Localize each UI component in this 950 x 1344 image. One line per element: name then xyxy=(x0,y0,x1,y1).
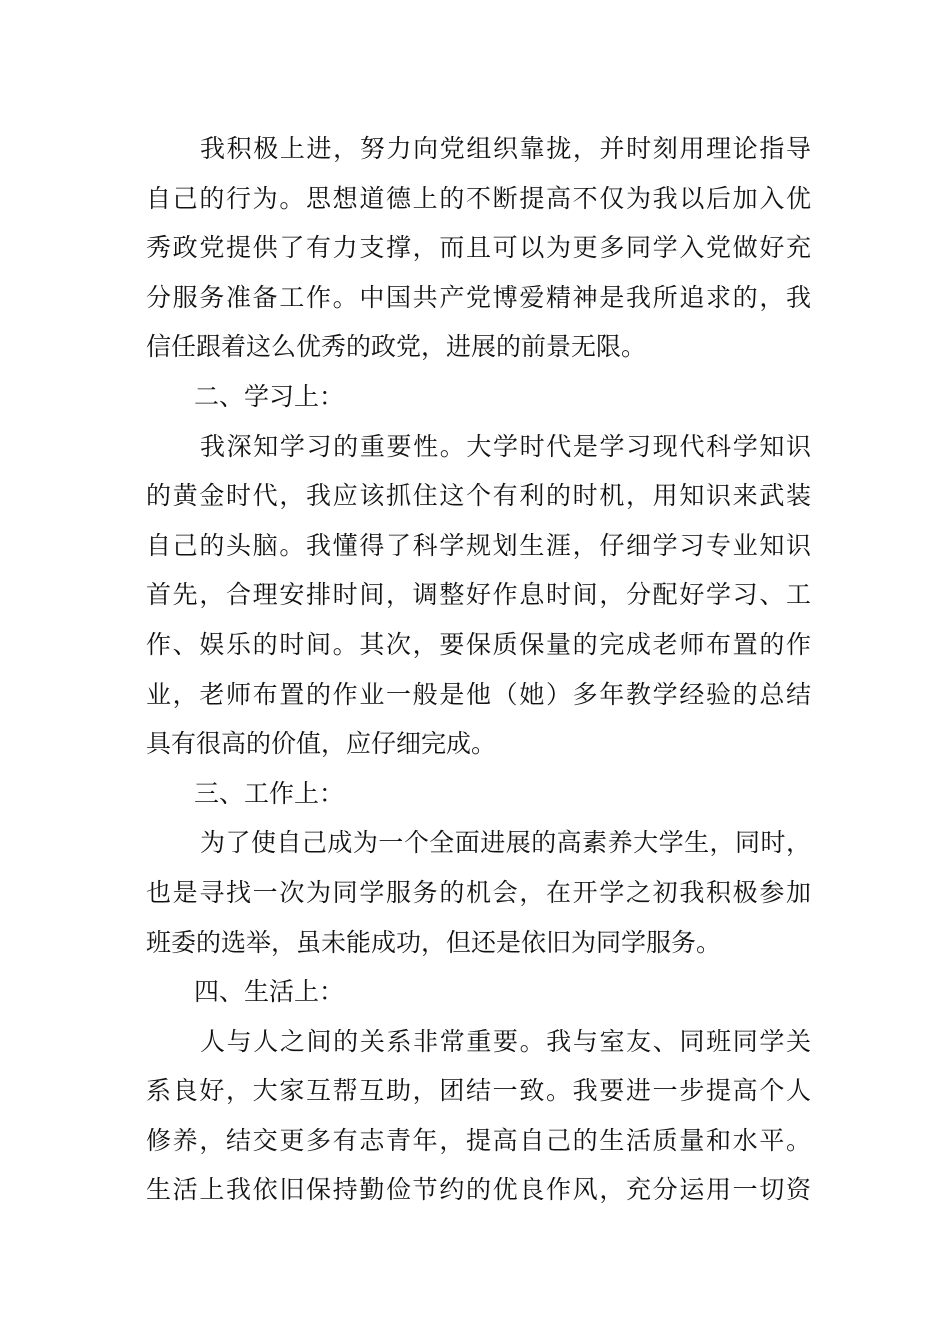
paragraph-line: 班委的选举，虽未能成功，但还是依旧为同学服务。 xyxy=(146,927,722,957)
section-heading-study: 二、学习上： xyxy=(194,381,345,411)
paragraph-line: 作、娱乐的时间。其次，要保质保量的完成老师布置的作 xyxy=(146,629,811,659)
document-page xyxy=(146,124,811,1215)
paragraph-line: 我深知学习的重要性。大学时代是学习现代科学知识 xyxy=(200,431,811,461)
paragraph-line: 秀政党提供了有力支撑，而且可以为更多同学入党做好充 xyxy=(146,233,811,263)
paragraph-line: 修养，结交更多有志青年，提高自己的生活质量和水平。 xyxy=(146,1125,811,1155)
paragraph-line: 信任跟着这么优秀的政党，进展的前景无限。 xyxy=(146,332,647,362)
paragraph-line: 自己的行为。思想道德上的不断提高不仅为我以后加入优 xyxy=(146,183,811,213)
section-heading-work: 三、工作上： xyxy=(194,778,345,808)
paragraph-line: 具有很高的价值，应仔细完成。 xyxy=(146,729,497,759)
paragraph-line: 也是寻找一次为同学服务的机会，在开学之初我积极参加 xyxy=(146,877,811,907)
paragraph-line: 系良好，大家互帮互助，团结一致。我要进一步提高个人 xyxy=(146,1076,811,1106)
paragraph-line: 为了使自己成为一个全面进展的高素养大学生，同时， xyxy=(200,828,811,858)
paragraph-line: 的黄金时代，我应该抓住这个有利的时机，用知识来武装 xyxy=(146,481,811,511)
paragraph-line: 人与人之间的关系非常重要。我与室友、同班同学关 xyxy=(200,1026,811,1056)
section-heading-life: 四、生活上： xyxy=(194,977,345,1007)
paragraph-line: 我积极上进，努力向党组织靠拢，并时刻用理论指导 xyxy=(200,134,811,163)
paragraph-line: 首先，合理安排时间，调整好作息时间，分配好学习、工 xyxy=(146,580,811,610)
paragraph-line: 自己的头脑。我懂得了科学规划生涯，仔细学习专业知识 xyxy=(146,530,811,560)
paragraph-line: 业，老师布置的作业一般是他（她）多年教学经验的总结 xyxy=(146,679,811,709)
paragraph-line: 生活上我依旧保持勤俭节约的优良作风，充分运用一切资 xyxy=(146,1175,811,1205)
paragraph-line: 分服务准备工作。中国共产党博爱精神是我所追求的，我 xyxy=(146,282,811,312)
